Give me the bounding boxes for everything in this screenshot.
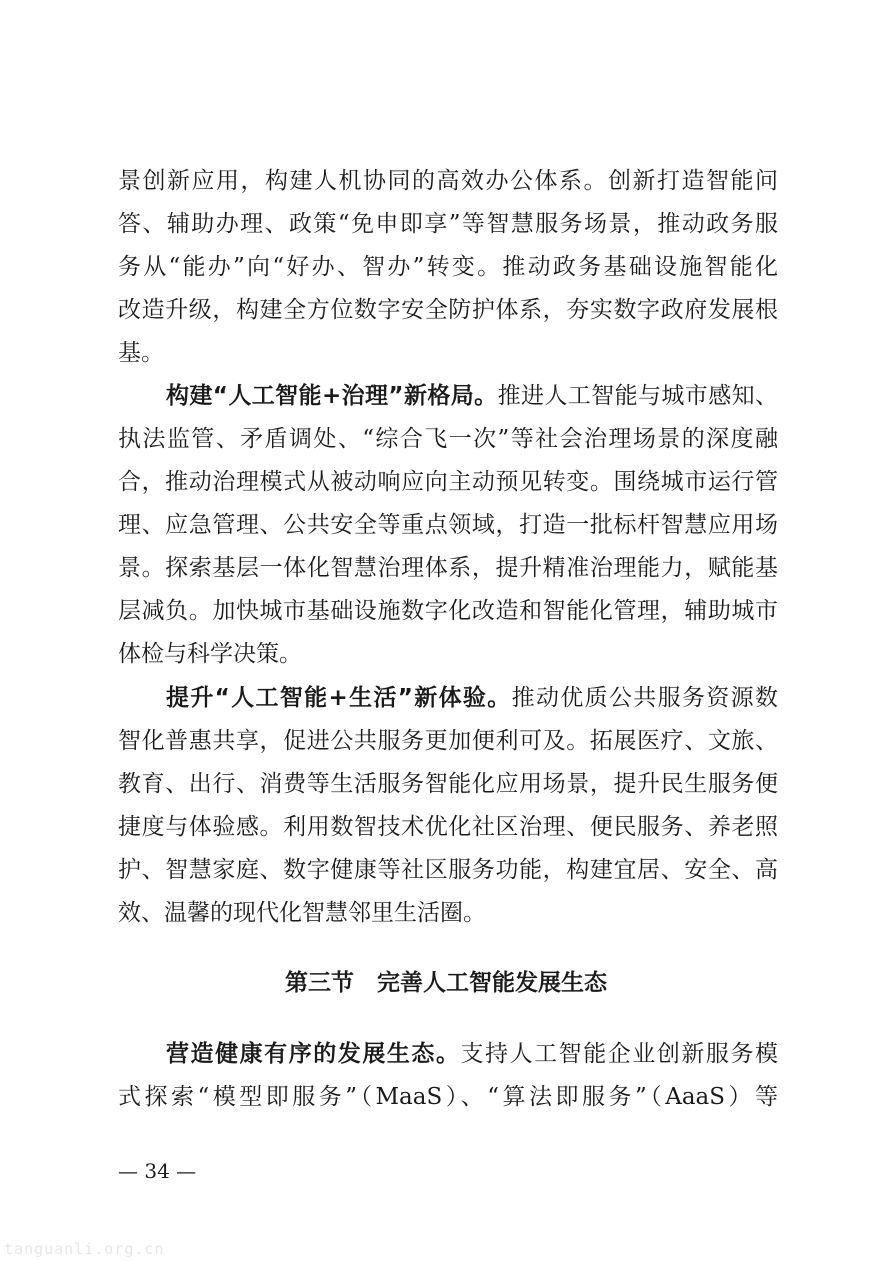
paragraph-2-line-3: 合，推动治理模式从被动响应向主动预见转变。围绕城市运行管 (118, 469, 778, 495)
paragraph-1-line-1: 景创新应用，构建人机协同的高效办公体系。创新打造智能问 (118, 168, 778, 194)
paragraph-2-line-2: 执法监管、矛盾调处、“综合飞一次”等社会治理场景的深度融 (118, 426, 778, 452)
paragraph-1-line-4: 改造升级，构建全方位数字安全防护体系，夯实数字政府发展根 (118, 297, 778, 323)
paragraph-3-line-5: 护、智慧家庭、数字健康等社区服务功能，构建宜居、安全、高 (118, 857, 778, 883)
watermark: tanguanli.org.cn (4, 1240, 165, 1258)
paragraph-1-line-5: 基。 (118, 340, 164, 366)
paragraph-3-heading: 提升“人工智能+生活”新体验。 (166, 685, 512, 711)
section-heading: 第三节 完善人工智能发展生态 (285, 970, 607, 996)
paragraph-2-line-5: 景。探索基层一体化智慧治理体系，提升精准治理能力，赋能基 (118, 555, 778, 581)
paragraph-2-first-line (166, 381, 778, 411)
paragraph-3-line-3: 教育、出行、消费等生活服务智能化应用场景，提升民生服务便 (118, 771, 778, 797)
paragraph-1-line-3: 务从“能办”向“好办、智办”转变。推动政务基础设施智能化 (118, 254, 778, 280)
paragraph-4-heading: 营造健康有序的发展生态。 (166, 1041, 461, 1067)
paragraph-2-line-7: 体检与科学决策。 (118, 641, 302, 667)
paragraph-3-first-line-text: 推动优质公共服务资源数 (511, 685, 779, 711)
paragraph-3-first-line (166, 683, 778, 713)
paragraph-3-line-4: 捷度与体验感。利用数智技术优化社区治理、便民服务、养老照 (118, 814, 778, 840)
paragraph-2-heading: 构建“人工智能+治理”新格局。 (166, 383, 498, 409)
paragraph-4-first-line (166, 1039, 778, 1069)
paragraph-1-line-2: 答、辅助办理、政策“免申即享”等智慧服务场景，推动政务服 (118, 211, 778, 237)
paragraph-4-line-2: 式探索“模型即服务”（MaaS）、“算法即服务”（AaaS）等 (118, 1084, 778, 1110)
paragraph-3-line-6: 效、温馨的现代化智慧邻里生活圈。 (118, 900, 486, 926)
paragraph-2-line-6: 层减负。加快城市基础设施数字化改造和智能化管理，辅助城市 (118, 598, 778, 624)
paragraph-2-line-4: 理、应急管理、公共安全等重点领域，打造一批标杆智慧应用场 (118, 512, 778, 538)
paragraph-3-line-2: 智化普惠共享，促进公共服务更加便利可及。拓展医疗、文旅、 (118, 728, 778, 754)
paragraph-2-first-line-text: 推进人工智能与城市感知、 (497, 383, 778, 409)
page-number: — 34 — (118, 1159, 197, 1183)
paragraph-4-first-line-text: 支持人工智能企业创新服务模 (460, 1041, 779, 1067)
